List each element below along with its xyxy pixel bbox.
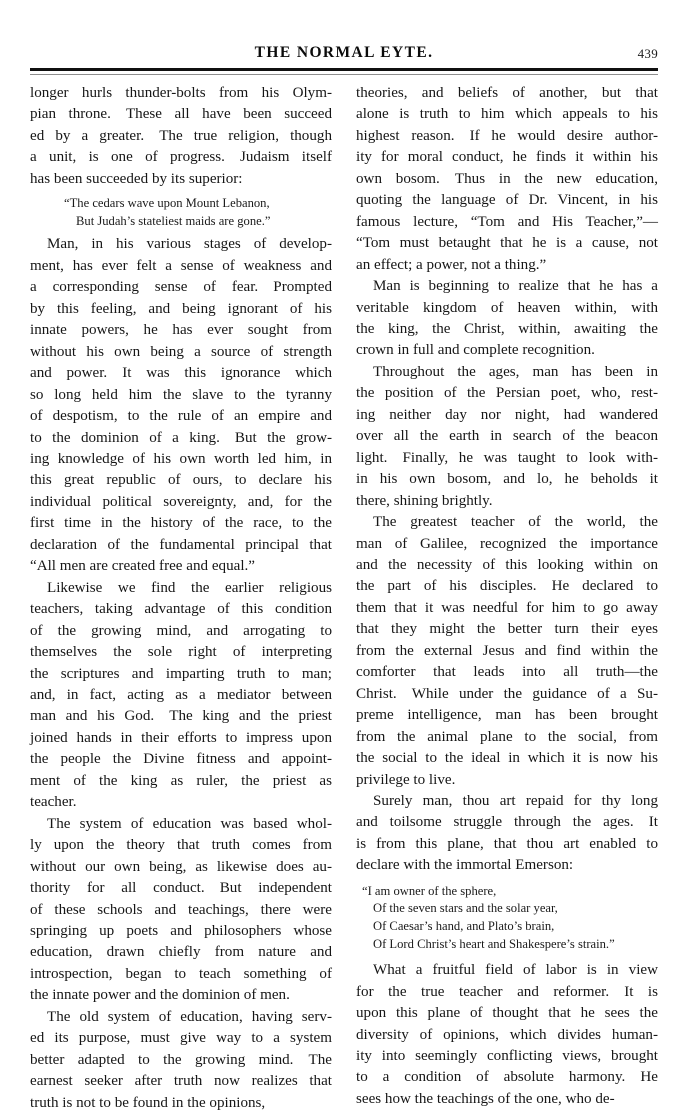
- text-line: ed by a greater. The true religion, though: [30, 127, 332, 144]
- text-column-left: [30, 83, 332, 1114]
- text-line: there, shining brightly.: [356, 492, 493, 509]
- text-line: ity for moral conduct, he finds it within his: [356, 149, 658, 166]
- text-line: preme intelligence, man has been brought: [356, 707, 658, 724]
- text-line: crown in full and complete recognition.: [356, 342, 595, 359]
- verse-quotation: [30, 195, 332, 230]
- text-line: for the true teacher and reformer. It is: [356, 983, 658, 1000]
- text-line: that they might the better turn their eyes: [356, 621, 658, 638]
- text-line: to the dominion of a king. But the grow-: [30, 429, 332, 446]
- text-line: ity into seemingly conflicting views, brought: [356, 1047, 658, 1064]
- text-line: Likewise we find the earlier religious: [47, 579, 332, 596]
- text-line: longer hurls thunder-bolts from his Olym-: [30, 85, 332, 101]
- text-line: themselves the sole right of interpreting: [30, 644, 332, 661]
- text-line: ment of the king as ruler, the priest as: [30, 772, 332, 789]
- body-paragraph: [356, 960, 658, 1110]
- text-line: the position of the Persian poet, who, rest-: [356, 385, 658, 402]
- text-line: joined hands in their efforts to impress upon: [30, 729, 332, 746]
- text-line: light. Finally, he was taught to look with-: [356, 449, 658, 466]
- text-line: man and his God. The king and the priest: [30, 708, 332, 725]
- body-paragraph: [30, 1007, 332, 1114]
- text-line: veritable kingdom of heaven within, with: [356, 299, 658, 316]
- verse-line: Of Caesar’s hand, and Plato’s brain,: [373, 918, 555, 933]
- text-line: “Tom must betaught that he is a cause, not: [356, 235, 658, 252]
- text-line: Throughout the ages, man has been in: [373, 363, 658, 380]
- text-line: thority for all conduct. But independent: [30, 880, 332, 897]
- text-line: the people the Divine fitness and appoint-: [30, 751, 332, 768]
- text-line: the king, the Christ, within, awaiting the: [356, 320, 658, 337]
- verse-quotation: [356, 883, 658, 953]
- text-line: ing neither day nor night, had wandered: [356, 406, 658, 423]
- body-paragraph: [356, 791, 658, 877]
- text-line: individual political sovereignty, and, for the: [30, 493, 332, 510]
- text-line: better adapted to the growing mind. The: [30, 1051, 332, 1068]
- header-rule-thin: [30, 74, 658, 75]
- text-line: man of Galilee, recognized the importance: [356, 535, 658, 552]
- body-paragraph: [356, 512, 658, 791]
- text-line: by this feeling, and being ignorant of his: [30, 300, 332, 317]
- text-line: so long held him the slave to the tyranny: [30, 386, 332, 403]
- text-line: a unit, is one of progress. Judaism itself: [30, 149, 332, 166]
- text-line: and power. It was this ignorance which: [30, 365, 332, 382]
- text-line: in his own bosom, and lo, he beholds it: [356, 471, 658, 488]
- body-paragraph: [30, 814, 332, 1007]
- body-paragraph: [30, 83, 332, 190]
- text-line: introspection, began to teach something of: [30, 965, 332, 982]
- text-line: ing knowledge of his own worth led him, in: [30, 450, 332, 467]
- text-line: of these schools and teachings, there were: [30, 901, 332, 918]
- text-line: first time in the history of the race, to the: [30, 515, 332, 532]
- text-line: truth is not to be found in the opinions,: [30, 1094, 266, 1111]
- two-column-body: [30, 83, 658, 1114]
- body-paragraph: [30, 578, 332, 814]
- text-line: diversity of opinions, which divides human-: [356, 1026, 658, 1043]
- text-line: an effect; a power, not a thing.”: [356, 256, 547, 273]
- text-line: teachers, taking advantage of this condition: [30, 601, 332, 618]
- verse-line: But Judah’s stateliest maids are gone.”: [76, 213, 271, 228]
- text-line: the part of his disciples. He declared to: [356, 578, 658, 595]
- text-line: Christ. While under the guidance of a Su-: [356, 685, 658, 702]
- text-line: highest reason. If he would desire author-: [356, 127, 658, 144]
- verse-line: Of the seven stars and the solar year,: [373, 901, 558, 916]
- text-line: springing up poets and philosophers whose: [30, 922, 332, 939]
- header-rule-thick: [30, 68, 658, 71]
- text-line: is from this plane, that thou art enabled to: [356, 835, 658, 852]
- text-line: a corresponding sense of fear. Prompted: [30, 279, 332, 296]
- text-line: pian throne. These all have been succeed: [30, 106, 332, 123]
- text-line: from the animal plane to the social, from: [356, 728, 658, 745]
- verse-line: “The cedars wave upon Mount Lebanon,: [64, 196, 270, 211]
- text-line: theories, and beliefs of another, but that: [356, 85, 658, 101]
- text-line: and, in fact, acting as a mediator between: [30, 686, 332, 703]
- text-line: the social to the ideal in which it is now his: [356, 750, 658, 767]
- text-line: without his own being a source of strength: [30, 343, 332, 360]
- text-column-right: [356, 83, 658, 1114]
- body-paragraph: [356, 83, 658, 276]
- text-line: privilege to live.: [356, 771, 456, 788]
- text-line: “All men are created free and equal.”: [30, 558, 256, 575]
- text-line: and toilsome struggle through the ages. It: [356, 814, 658, 831]
- text-line: this great republic of ours, to declare his: [30, 472, 332, 489]
- verse-line: Of Lord Christ’s heart and Shakespere’s strain.”: [373, 936, 615, 951]
- text-line: declaration of the fundamental principal that: [30, 536, 332, 553]
- text-line: from the external Jesus and find within the: [356, 642, 658, 659]
- text-line: The greatest teacher of the world, the: [373, 514, 658, 531]
- text-line: has been succeeded by its superior:: [30, 170, 243, 187]
- text-line: of the growing mind, and arrogating to: [30, 622, 332, 639]
- text-line: and the necessity of this looking within on: [356, 556, 658, 573]
- text-line: the scriptures and imparting truth to man;: [30, 665, 332, 682]
- text-line: declare with the immortal Emerson:: [356, 857, 574, 874]
- text-line: to a condition of absolute harmony. He: [356, 1069, 658, 1086]
- body-paragraph: [356, 276, 658, 362]
- text-line: Man is beginning to realize that he has a: [373, 278, 658, 295]
- text-line: innate powers, he has ever sought from: [30, 322, 332, 339]
- text-line: without our own being, as likewise does au-: [30, 858, 332, 875]
- text-line: The old system of education, having serv-: [47, 1008, 332, 1025]
- text-line: ly upon the theory that truth comes from: [30, 837, 332, 854]
- verse-line: “I am owner of the sphere,: [362, 883, 497, 898]
- page-number: 439: [637, 46, 658, 61]
- text-line: ment, has ever felt a sense of weakness and: [30, 257, 332, 274]
- text-line: earnest seeker after truth now realizes that: [30, 1073, 332, 1090]
- running-head: [30, 44, 658, 70]
- text-line: teacher.: [30, 794, 77, 811]
- body-paragraph: [356, 362, 658, 512]
- text-line: the innate power and the dominion of men.: [30, 987, 290, 1004]
- text-line: own bosom. Thus in the new education,: [356, 170, 658, 187]
- text-line: ed its purpose, must give way to a system: [30, 1030, 332, 1047]
- text-line: Man, in his various stages of develop-: [47, 236, 332, 253]
- text-line: upon this plane of thought that he sees the: [356, 1005, 658, 1022]
- text-line: Surely man, thou art repaid for thy long: [373, 792, 658, 809]
- text-line: of despotism, to the rule of an empire and: [30, 408, 332, 425]
- body-paragraph: [30, 234, 332, 577]
- text-line: What a fruitful field of labor is in view: [373, 962, 658, 979]
- text-line: over all the earth in search of the beacon: [356, 428, 658, 445]
- text-line: alone is truth to him which appeals to his: [356, 106, 658, 123]
- text-line: sees how the teachings of the one, who de-: [356, 1090, 615, 1107]
- text-line: comforter that leads into all truth—the: [356, 664, 658, 681]
- text-line: famous lecture, “Tom and His Teacher,”—: [356, 213, 658, 230]
- text-line: The system of education was based whol-: [47, 815, 332, 832]
- text-line: education, drawn chiefly from nature and: [30, 944, 332, 961]
- text-line: them that it was needful for him to go away: [356, 599, 658, 616]
- page-title: THE NORMAL EYTE.: [254, 44, 434, 61]
- text-line: quoting the language of Dr. Vincent, in his: [356, 192, 658, 209]
